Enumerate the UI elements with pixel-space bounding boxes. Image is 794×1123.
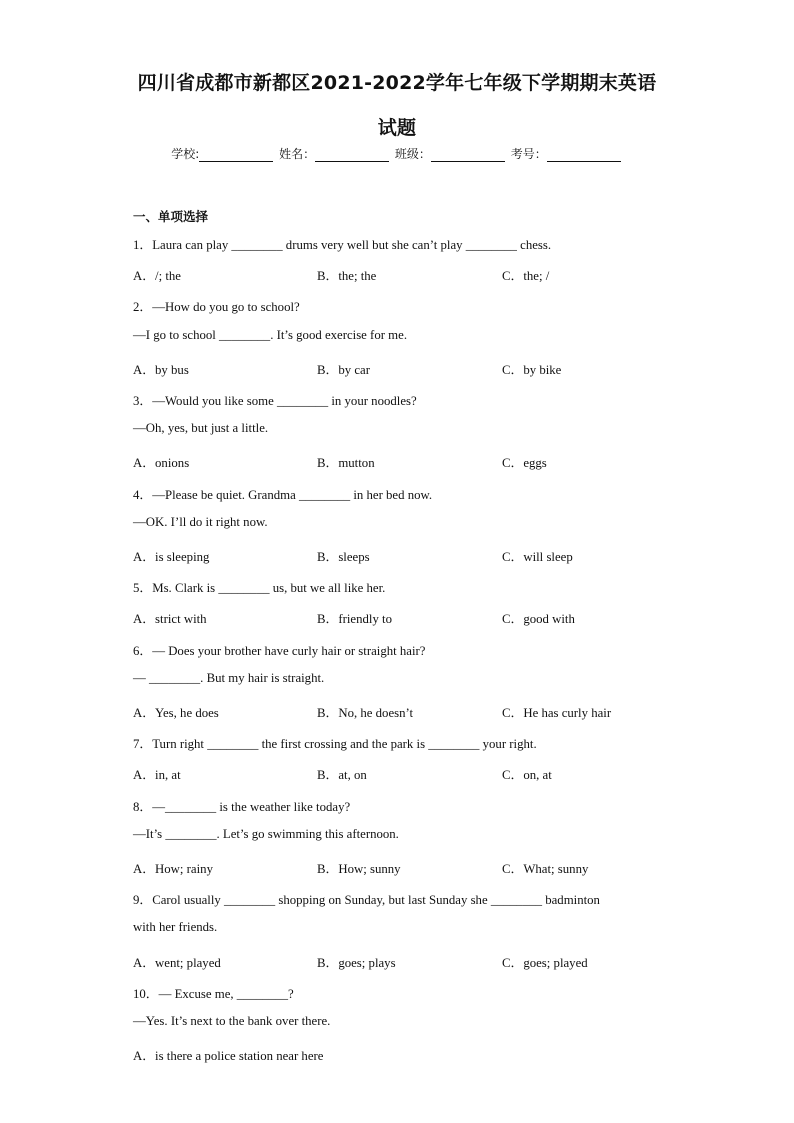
question-stem-line: —It’s ________. Let’s go swimming this afternoon. bbox=[133, 827, 399, 841]
option-a: A．/; the bbox=[133, 269, 181, 283]
question-stem: 9．Carol usually ________ shopping on Sunday, but last Sunday she ________ badminton bbox=[133, 893, 600, 907]
option-b: B．How; sunny bbox=[317, 862, 401, 876]
option-a: A．went; played bbox=[133, 956, 221, 970]
name-blank bbox=[315, 147, 389, 162]
option-a: A．onions bbox=[133, 456, 190, 470]
option-c: C．What; sunny bbox=[502, 862, 589, 876]
question-stem-line: — ________. But my hair is straight. bbox=[133, 671, 325, 685]
option-c: C．on, at bbox=[502, 768, 552, 782]
question-stem-line: —Oh, yes, but just a little. bbox=[133, 421, 269, 435]
option-b: B．mutton bbox=[317, 456, 375, 470]
option-b: B．sleeps bbox=[317, 550, 370, 564]
question-stem-line: —OK. I’ll do it right now. bbox=[133, 515, 268, 529]
question-stem: 10．— Excuse me, ________? bbox=[133, 987, 294, 1001]
question-stem-line: —I go to school ________. It’s good exercise for me. bbox=[133, 328, 408, 342]
option-a: A．by bus bbox=[133, 363, 189, 377]
question-stem: 3．—Would you like some ________ in your noodles? bbox=[133, 394, 417, 408]
option-a: A．is there a police station near here bbox=[133, 1049, 324, 1063]
option-a: A．Yes, he does bbox=[133, 706, 219, 720]
question-stem-line: with her friends. bbox=[133, 920, 218, 934]
question-stem: 4．—Please be quiet. Grandma ________ in her bed now. bbox=[133, 488, 433, 502]
exam-number-label: 考号： bbox=[510, 147, 547, 161]
option-b: B．No, he doesn’t bbox=[317, 706, 414, 720]
option-c: C．goes; played bbox=[502, 956, 588, 970]
option-c: C．the; / bbox=[502, 269, 550, 283]
option-c: C．by bike bbox=[502, 363, 562, 377]
page-title-continued: 试题 bbox=[377, 117, 417, 139]
option-b: B．friendly to bbox=[317, 612, 392, 626]
question-stem: 1．Laura can play ________ drums very well but she can’t play ________ chess. bbox=[133, 238, 552, 252]
school-label: 学校: bbox=[171, 147, 200, 161]
option-b: B．the; the bbox=[317, 269, 377, 283]
question-stem: 7．Turn right ________ the first crossing and the park is ________ your right. bbox=[133, 737, 537, 751]
school-blank bbox=[199, 147, 273, 162]
option-c: C．eggs bbox=[502, 456, 547, 470]
name-label: 姓名： bbox=[279, 147, 316, 161]
question-stem: 6．— Does your brother have curly hair or straight hair? bbox=[133, 644, 426, 658]
option-a: A．How; rainy bbox=[133, 862, 213, 876]
exam-number-blank bbox=[547, 147, 621, 162]
class-blank bbox=[431, 147, 505, 162]
question-stem: 2．—How do you go to school? bbox=[133, 300, 300, 314]
option-a: A．is sleeping bbox=[133, 550, 210, 564]
question-stem: 5．Ms. Clark is ________ us, but we all like her. bbox=[133, 581, 386, 595]
option-c: C．good with bbox=[502, 612, 575, 626]
option-b: B．at, on bbox=[317, 768, 367, 782]
option-c: C．He has curly hair bbox=[502, 706, 612, 720]
section-heading: 一、单项选择 bbox=[133, 209, 209, 224]
option-b: B．goes; plays bbox=[317, 956, 396, 970]
page-title: 四川省成都市新都区2021-2022学年七年级下学期期末英语 bbox=[137, 72, 657, 94]
class-label: 班级： bbox=[394, 147, 431, 161]
student-info-row bbox=[0, 145, 794, 162]
option-a: A．in, at bbox=[133, 768, 181, 782]
option-c: C．will sleep bbox=[502, 550, 573, 564]
option-a: A．strict with bbox=[133, 612, 207, 626]
option-b: B．by car bbox=[317, 363, 370, 377]
question-stem-line: —Yes. It’s next to the bank over there. bbox=[133, 1014, 331, 1028]
question-stem: 8．—________ is the weather like today? bbox=[133, 800, 351, 814]
